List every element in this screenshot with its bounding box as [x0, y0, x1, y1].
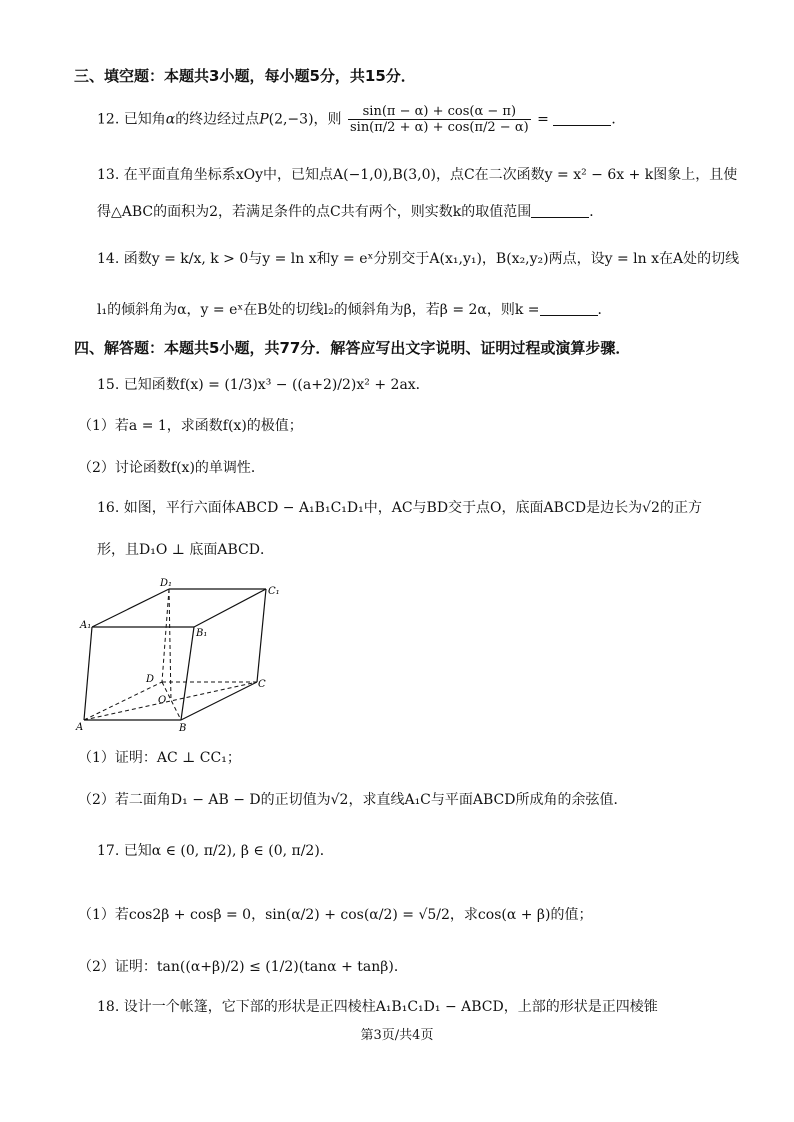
- label-D: D: [146, 674, 155, 685]
- edge-A1A: [84, 627, 92, 720]
- page-footer: 第3页/共4页: [360, 1028, 434, 1043]
- label-O: O: [158, 695, 167, 706]
- question-14-line2: l₁的倾斜角为α，y = eˣ在B处的切线l₂的倾斜角为β，若β = 2α，则k = ．: [97, 302, 612, 318]
- edge-D1D-hidden: [162, 589, 169, 682]
- question-15-line1: 15. 已知函数f(x) = (1/3)x³ − ((a+2)/2)x² + 2ax．: [97, 377, 430, 393]
- question-13-line2: 得△ABC的面积为2，若满足条件的点C共有两个，则实数k的取值范围 ．: [97, 204, 604, 220]
- parallelepiped-figure: [74, 572, 294, 737]
- question-16-line1: 16. 如图，平行六面体ABCD − A₁B₁C₁D₁中，AC与BD交于点O，底面ABCD是边长为√2的正方: [97, 500, 702, 516]
- answer-blank: [531, 203, 589, 218]
- section-solve-header: 四、解答题：本题共5小题，共77分．解答应写出文字说明、证明过程或演算步骤．: [74, 339, 631, 357]
- q12-denominator: sin(π/2 + α) + cos(π/2 − α): [349, 120, 529, 135]
- label-D1: D₁: [160, 578, 173, 589]
- question-14-line1: 14. 函数y = k/x, k > 0与y = ln x和y = eˣ分别交于A(x₁,y₁)，B(x₂,y₂)两点，设y = ln x在A处的切线: [97, 251, 740, 267]
- label-C1: C₁: [268, 586, 280, 597]
- question-13-line1: 13. 在平面直角坐标系xOy中，已知点A(−1,0),B(3,0)，点C在二次函数y = x² − 6x + k图象上，且使: [97, 167, 738, 183]
- label-A1: A₁: [80, 620, 92, 631]
- answer-blank: [553, 111, 611, 126]
- question-15-part2: （2）讨论函数f(x)的单调性．: [78, 460, 265, 476]
- edge-BC: [181, 682, 257, 720]
- question-17-part1: （1）若cos2β + cosβ = 0，sin(α/2) + cos(α/2) = √5/2，求cos(α + β)的值；: [78, 907, 593, 923]
- label-B: B: [179, 723, 187, 734]
- label-A: A: [76, 722, 84, 733]
- question-12: 12. 已知角α的终边经过点P(2,−3)，则 $\frac{\sin(\pi - \alpha) + \cos(\alpha - \pi)}{\sin(\pi/2 + \alpha) + \cos(\pi/2 - \alpha)}$ = ．: [97, 104, 626, 135]
- question-15-part1: （1）若a = 1，求函数f(x)的极值；: [78, 418, 303, 434]
- section-fill-header: 三、填空题：本题共3小题，每小题5分，共15分．: [74, 67, 416, 85]
- question-18-line1: 18. 设计一个帐篷，它下部的形状是正四棱柱A₁B₁C₁D₁ − ABCD，上部的形状是正四棱锥: [97, 999, 658, 1015]
- edge-AD-hidden: [84, 682, 162, 720]
- segment-D1O-hidden: [169, 589, 171, 701]
- label-B1: B₁: [196, 628, 208, 639]
- question-17-part2: （2）证明：tan((α+β)/2) ≤ (1/2)(tanα + tanβ)．: [78, 959, 408, 975]
- edge-C1C: [257, 589, 266, 682]
- q12-numerator: sin(π − α) + cos(α − π): [348, 104, 531, 120]
- label-C: C: [258, 679, 266, 690]
- question-17-line1: 17. 已知α ∈ (0, π/2), β ∈ (0, π/2)．: [97, 843, 334, 859]
- answer-blank: [540, 301, 598, 316]
- question-16-part2: （2）若二面角D₁ − AB − D的正切值为√2，求直线A₁C与平面ABCD所成角的余弦值．: [78, 792, 628, 808]
- edge-B1B: [181, 627, 194, 720]
- question-16-line2: 形，且D₁O ⊥ 底面ABCD．: [97, 542, 274, 558]
- question-16-part1: （1）证明：AC ⊥ CC₁；: [78, 750, 241, 766]
- edge-A1D1: [92, 589, 169, 627]
- edge-B1C1: [194, 589, 266, 627]
- q12-fraction: [348, 104, 531, 135]
